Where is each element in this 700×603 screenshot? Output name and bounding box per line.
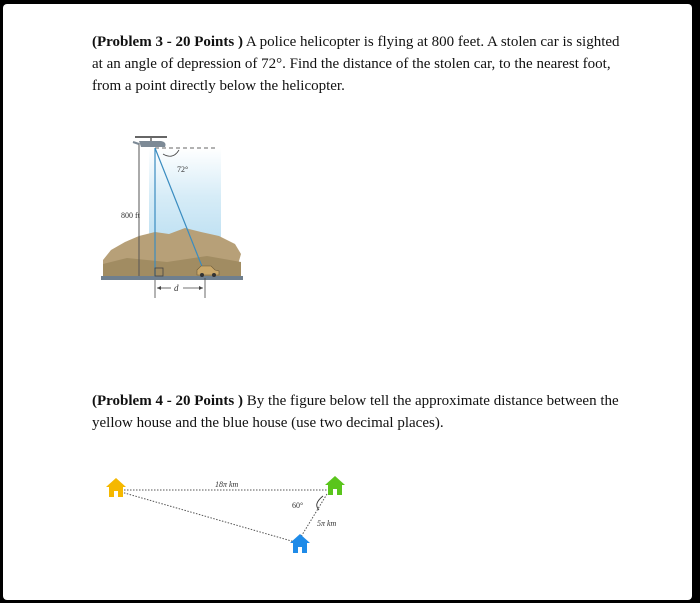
green-house-icon	[325, 476, 345, 495]
problem-3	[92, 31, 622, 97]
yellow-house-icon	[106, 478, 126, 497]
distance-d-label: d	[174, 283, 179, 293]
problem-4	[92, 390, 622, 434]
angle-60-label: 60°	[292, 501, 304, 510]
blue-house-icon	[290, 534, 310, 553]
angle-72-label: 72°	[177, 165, 189, 174]
height-800ft-label: 800 ft	[121, 211, 140, 220]
helicopter-figure	[97, 128, 247, 298]
ground-line	[101, 276, 243, 280]
helicopter-icon	[133, 136, 167, 147]
problem-4-text: By the figure below tell the approximate distance between the yellow house and the blue house (use two decimal places).	[92, 393, 619, 431]
problem-3-heading: (Problem 3 - 20 Points )	[92, 34, 243, 50]
top-distance-label: 18π km	[215, 480, 239, 489]
problem-3-text: A police helicopter is flying at 800 feet. A stolen car is sighted at an angle of depression of 72°. Find the distance of the stolen car, to the nearest foot, from a point directly below the helicopter.	[92, 34, 620, 94]
houses-figure	[99, 466, 359, 566]
side-distance-label: 5π km	[317, 519, 337, 528]
document-page	[3, 4, 692, 600]
problem-4-heading: (Problem 4 - 20 Points )	[92, 393, 243, 409]
